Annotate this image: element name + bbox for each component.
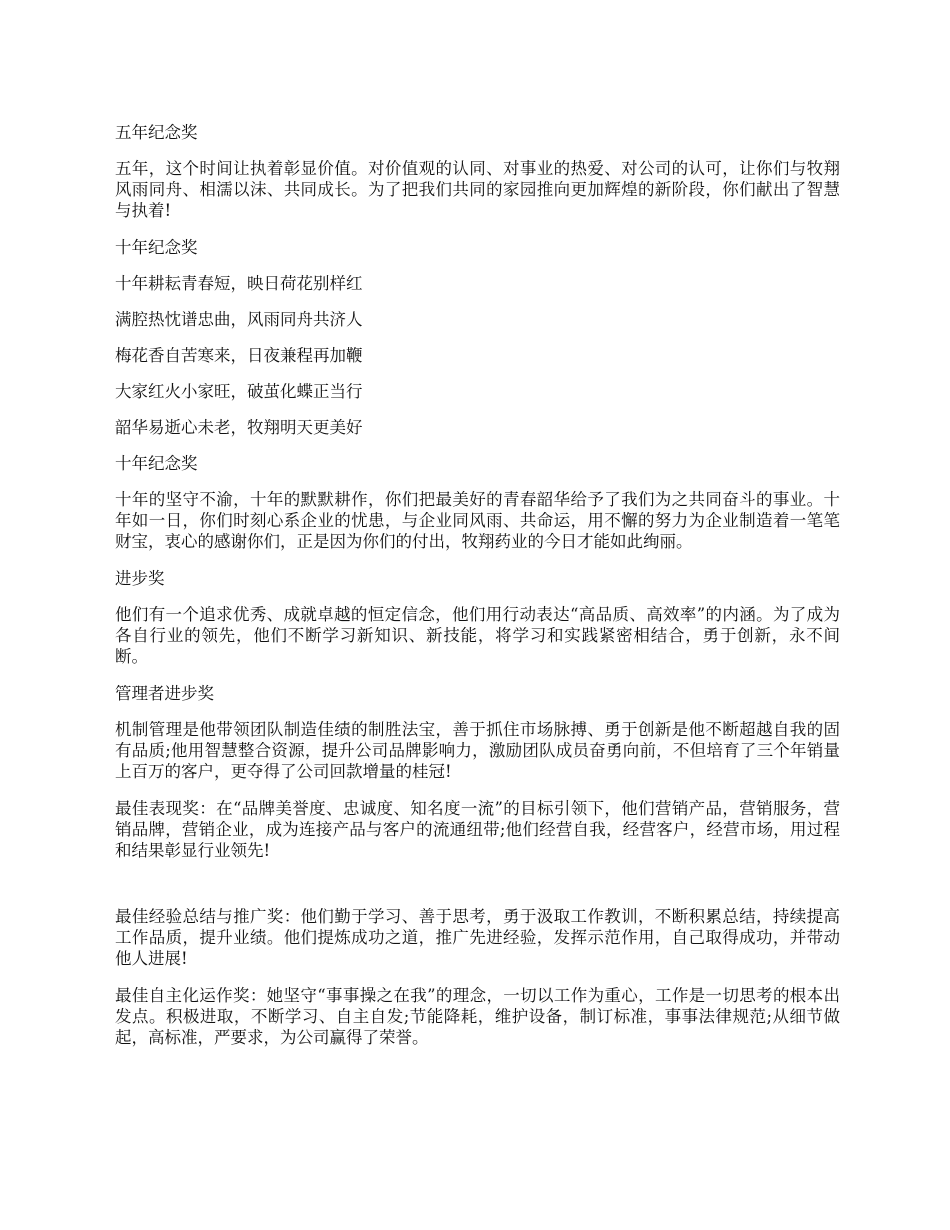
- paragraph: 他们有一个追求优秀、成就卓越的恒定信念，他们用行动表达“高品质、高效率”的内涵。为了成为各自行业的领先，他们不断学习新知识、新技能，将学习和实践紧密相结合，勇于创新，永不间断。: [115, 605, 840, 666]
- section-heading: 管理者进步奖: [115, 684, 214, 703]
- section-heading: 十年纪念奖: [115, 454, 198, 473]
- poem-line: 梅花香自苦寒来，日夜兼程再加鞭: [115, 346, 363, 365]
- section-heading: 进步奖: [115, 569, 165, 588]
- paragraph: 最佳经验总结与推广奖：他们勤于学习、善于思考，勇于汲取工作教训，不断积累总结，持续提高工作品质，提升业绩。他们提炼成功之道，推广先进经验，发挥示范作用，自己取得成功，并带动他人进展!: [115, 907, 840, 968]
- paragraph: 十年的坚守不渝，十年的默默耕作，你们把最美好的青春韶华给予了我们为之共同奋斗的事业。十年如一日，你们时刻心系企业的忧患，与企业同风雨、共命运，用不懈的努力为企业制造着一笔笔财宝，衷心的感谢你们，正是因为你们的付出，牧翔药业的今日才能如此绚丽。: [115, 490, 840, 551]
- document-body: [115, 122, 840, 1064]
- paragraph: 机制管理是他带领团队制造佳绩的制胜法宝，善于抓住市场脉搏、勇于创新是他不断超越自我的固有品质;他用智慧整合资源，提升公司品牌影响力，激励团队成员奋勇向前，不但培育了三个年销量上百万的客户，更夺得了公司回款增量的桂冠!: [115, 720, 840, 781]
- section-heading: 五年纪念奖: [115, 123, 198, 142]
- blank-gap: [115, 877, 840, 906]
- poem-line: 十年耕耘青春短，映日荷花别样红: [115, 274, 363, 293]
- paragraph: 五年，这个时间让执着彰显价值。对价值观的认同、对事业的热爱、对公司的认可，让你们与牧翔风雨同舟、相濡以沫、共同成长。为了把我们共同的家园推向更加辉煌的新阶段，你们献出了智慧与执着!: [115, 159, 840, 220]
- section-heading: 十年纪念奖: [115, 238, 198, 257]
- poem-line: 韶华易逝心未老，牧翔明天更美好: [115, 418, 363, 437]
- poem-line: 满腔热忱谱忠曲，风雨同舟共济人: [115, 310, 363, 329]
- paragraph: 最佳表现奖：在“品牌美誉度、忠诚度、知名度一流”的目标引领下，他们营销产品，营销服务，营销品牌，营销企业，成为连接产品与客户的流通纽带;他们经营自我，经营客户，经营市场，用过程和结果彰显行业领先!: [115, 799, 840, 860]
- paragraph: 最佳自主化运作奖：她坚守“事事操之在我”的理念，一切以工作为重心，工作是一切思考的根本出发点。积极进取，不断学习、自主自发;节能降耗，维护设备，制订标准，事事法律规范;从细节做起，高标准，严要求，为公司赢得了荣誉。: [115, 986, 840, 1047]
- poem-line: 大家红火小家旺，破茧化蝶正当行: [115, 382, 363, 401]
